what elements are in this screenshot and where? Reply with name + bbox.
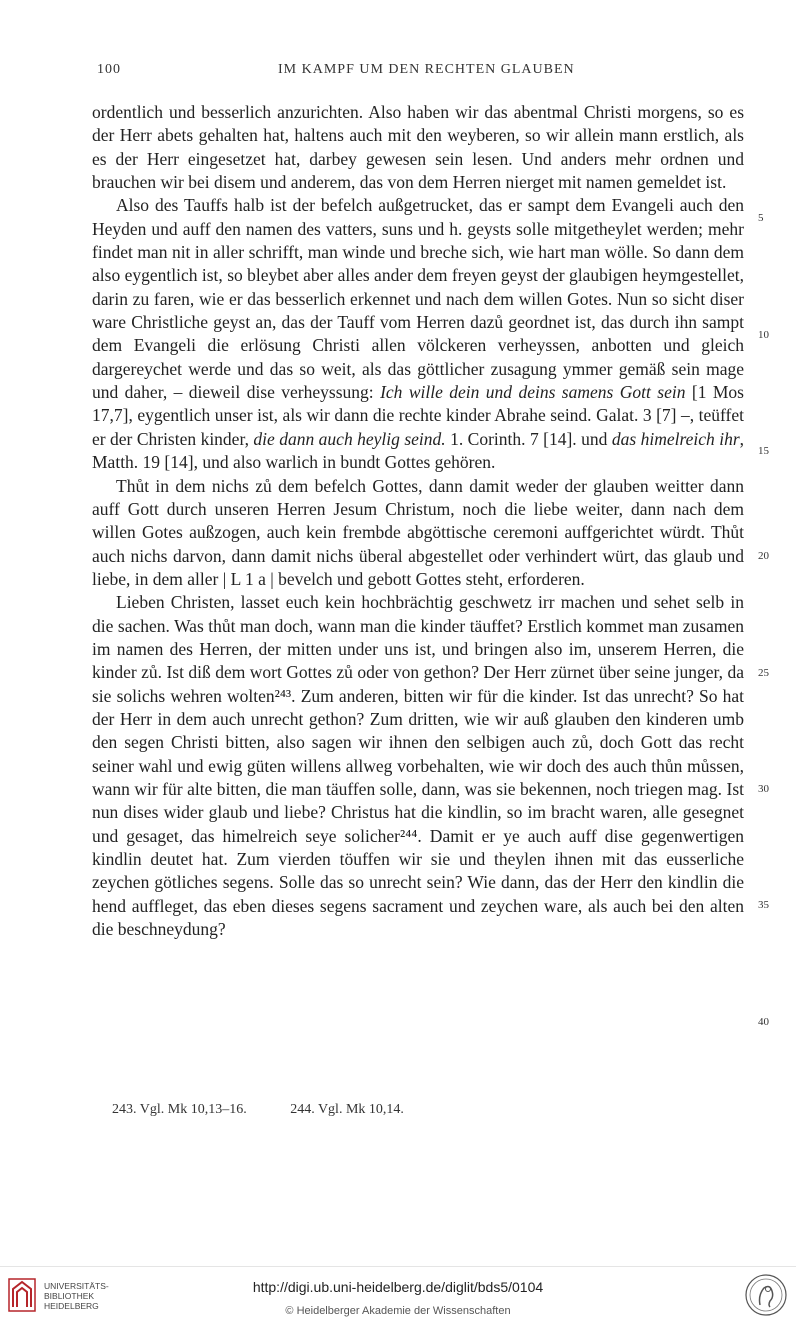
line-number: 15: [758, 445, 769, 457]
institution-line: UNIVERSITÄTS-: [44, 1281, 109, 1291]
paragraph: [92, 591, 744, 941]
footer-bar: [0, 1266, 796, 1327]
body-text: [92, 101, 744, 941]
academy-seal-icon: [744, 1273, 788, 1317]
line-number: 5: [758, 212, 764, 224]
text-run: [1 Mos 17,7], eygentlich unser ist, als wir dann die rechte kinder Abrahe seind. Galat. 3 [7] –, teüffet er der Christen kinder,: [92, 382, 744, 449]
permalink[interactable]: http://digi.ub.uni-heidelberg.de/diglit/bds5/0104: [252, 1279, 544, 1295]
line-number: 25: [758, 667, 769, 679]
line-number: 35: [758, 899, 769, 911]
italic-text-run: das himelreich ihr: [611, 428, 740, 449]
institution-line: HEIDELBERG: [44, 1301, 99, 1311]
running-head: IM KAMPF UM DEN RECHTEN GLAUBEN: [278, 62, 575, 77]
italic-text-run: Ich wille dein und deins samens Gott sein: [380, 382, 686, 403]
line-number: 40: [758, 1016, 769, 1028]
institution-line: BIBLIOTHEK: [44, 1291, 95, 1301]
line-numbers: [758, 101, 788, 1071]
text-run: Lieben Christen, lasset euch kein hochbrächtig geschwetz irr machen und sehet selb in die sachen. Was thůt man doch, wann man die kinder täuffet? Erstlich kommet man zusamen im namen des Herren, der mitten under uns ist, und bringen also im, unserem Herren, die kinder zů. Ist diß dem wort Gottes zů oder von gethon? Der Herr zürnet über seine junger, da sie solichs wehren wolten²⁴³. Zum anderen, bitten wir für die kinder. Ist das unrecht? So hat der Herr in dem auch unrecht gethon? Zum dritten, wie wir auß glauben den kinderen umb den segen Christi bitten, also sagen wir ihnen den selbigen auch zů, doch Gott das recht seiner wahl und ewig güten willens allweg vorbehalten, wie wir doch des auch thůn můssen, wann wir für alte bitten, die man täuffen solle, dann, was sie bekennen, noch triegen mag. Ist nun dises wider glaub und liebe? Christus hat die kindlin, so im bracht waren, alle gesegnet und gesaget, das himelreich seye solicher²⁴⁴. Damit er ye auch auff dise gegenwertigen kindlin deutet hat. Zum vierden töuffen wir sie und theylen ihnen mit das eusserliche zeychen götliches segens. Solle das so unrecht sein? Wie dann, das der Herr den kindlin die hend auffleget, das eben dieses segens sacrament und zeychen ware, als auch bei den alten die beschneydung?: [92, 592, 744, 940]
footnotes: [112, 1102, 444, 1118]
footnote: 244. Vgl. Mk 10,14.: [290, 1102, 404, 1117]
text-run: ordentlich und besserlich anzurichten. Also haben wir das abentmal Christi morgens, so es der Herr abets gehalten hat, haltens auch mit den weyberen, so wir allein mann erstlich, als es der Herr eingesetzet hat, darbey gewesen sein lesen. Und anders mehr ordnen und brauchen wir bei disem und anderem, das von dem Herren nierget mit namen gemeldet ist.: [92, 102, 744, 193]
paragraph: [92, 475, 744, 592]
line-number: 10: [758, 329, 769, 341]
text-run: Thůt in dem nichs zů dem befelch Gottes, dann damit weder der glauben weitter dann auff Gott durch unseren Herren Jesum Christum, noch die liebe weiter, dann nach dem willen Gotes außzogen, auch kein frembde abgöttische ceremoni auffgerichtet würdt. Thůt auch nichs darvon, dann damit nichs überal abgestellet oder verhindert würt, das glaub und liebe, in dem aller | L 1 a | bevelch und gebott Gottes steht, erforderen.: [92, 475, 744, 589]
italic-text-run: die dann auch heylig seind.: [253, 428, 446, 449]
text-run: 1. Corinth. 7 [14]. und: [445, 428, 612, 449]
text-run: Also des Tauffs halb ist der befelch außgetrucket, das er sampt dem Evangeli auch den Heyden und auff den namen des vatters, suns und h. geysts solle mitgetheylet werden; mehr findet man nit in aller schrifft, man winde und breche sich, wie hart man wölle. So dann dem also eygentlich ist, so bleybet aber alles ander dem freyen geyst der glaubigen heymgestellet, darin zu faren, wie er das besserlich erkennet und nach dem willen Gotes. Nun so sicht diser ware Christliche geyst an, das der Tauff vom Herren dazů geordnet ist, das durch ihn sampt dem Evangeli die erlösung Christi allen völckeren verheyssen, anbotten und gleich dargereychet werde und das so weit, als das göttlicher zusagung ymmer gemäß sein mage und daher, – dieweil dise verheyssung:: [92, 195, 744, 403]
copyright: © Heidelberger Akademie der Wissenschaften: [285, 1305, 511, 1317]
paragraph: [92, 101, 744, 194]
paragraph: [92, 194, 744, 474]
footnote: 243. Vgl. Mk 10,13–16.: [112, 1102, 247, 1117]
page-header: [0, 62, 796, 86]
line-number: 30: [758, 783, 769, 795]
page-number: 100: [97, 62, 121, 77]
line-number: 20: [758, 550, 769, 562]
text-run: , Matth. 19 [14], und also warlich in bundt Gottes gehören.: [92, 428, 745, 473]
